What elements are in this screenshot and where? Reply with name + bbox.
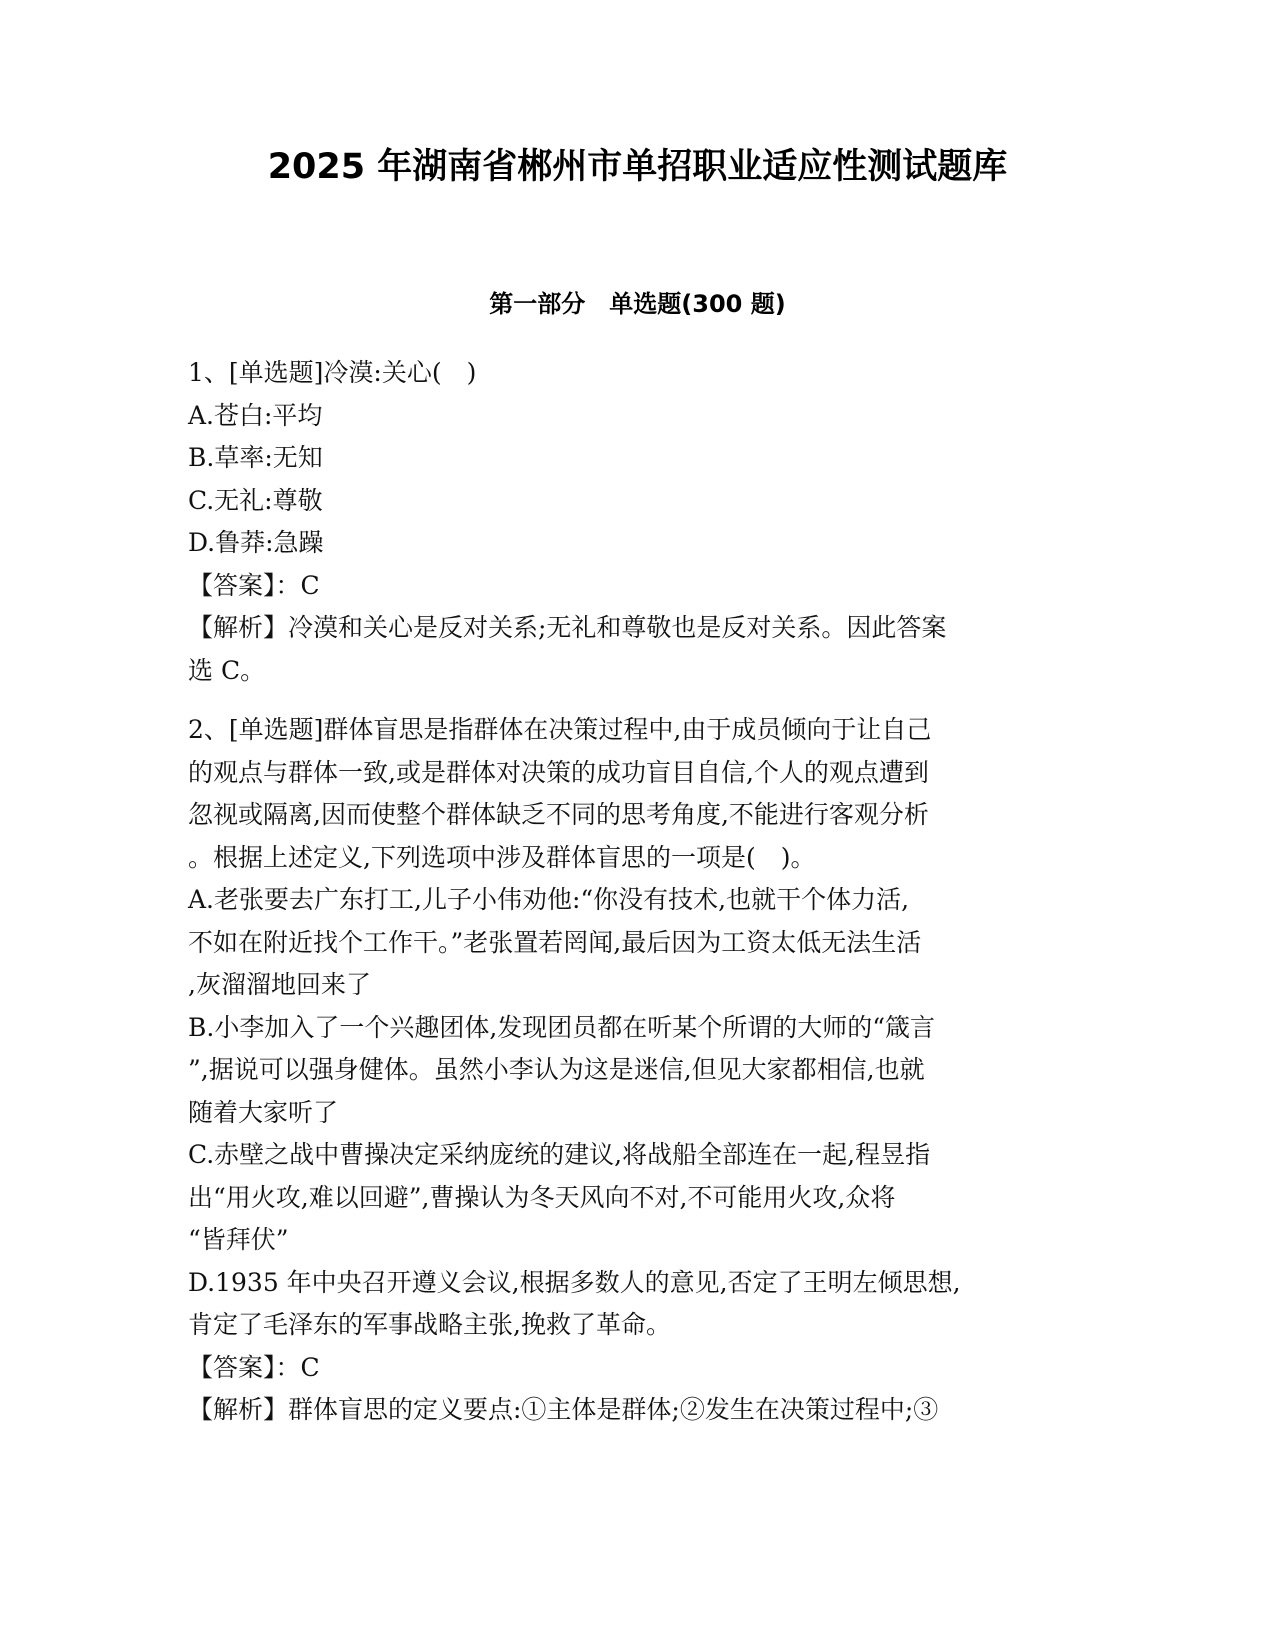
answer: 【答案】：C <box>188 1352 320 1382</box>
analysis-line: 选 C。 <box>188 655 266 685</box>
option-c: C.无礼:尊敬 <box>188 485 323 515</box>
analysis-line: 【解析】冷漠和关心是反对关系;无礼和尊敬也是反对关系。因此答案 <box>188 613 947 642</box>
option-c-line: C.赤壁之战中曹操决定采纳庞统的建议,将战船全部连在一起,程昱指 <box>188 1140 931 1169</box>
option-a-line: 不如在附近找个工作干。”老张置若罔闻,最后因为工资太低无法生活 <box>188 927 922 957</box>
option-d-line: D.1935 年中央召开遵义会议,根据多数人的意见,否定了王明左倾思想, <box>188 1267 961 1297</box>
question-stem-line: 2、[单选题]群体盲思是指群体在决策过程中,由于成员倾向于让自己 <box>188 715 932 744</box>
option-d-line: 肯定了毛泽东的军事战略主张,挽救了革命。 <box>188 1310 671 1339</box>
question-stem-line: 忽视或隔离,因而使整个群体缺乏不同的思考角度,不能进行客观分析 <box>188 800 929 829</box>
question-stem: 1、[单选题]冷漠:关心( ) <box>188 358 477 387</box>
option-b-line: B.小李加入了一个兴趣团体,发现团员都在听某个所谓的大师的“箴言 <box>188 1012 936 1042</box>
option-b-line: ”,据说可以强身健体。虽然小李认为这是迷信,但见大家都相信,也就 <box>188 1055 925 1084</box>
option-b: B.草率:无知 <box>188 443 323 472</box>
option-a-line: A.老张要去广东打工,儿子小伟劝他:“你没有技术,也就干个体力活, <box>188 885 910 914</box>
option-c-line: 出“用火攻,难以回避”,曹操认为冬天风向不对,不可能用火攻,众将 <box>188 1182 896 1212</box>
section-heading: 第一部分 单选题(300 题) <box>489 290 786 318</box>
option-d: D.鲁莽:急躁 <box>188 528 324 557</box>
document-title: 2025 年湖南省郴州市单招职业适应性测试题库 <box>267 147 1008 187</box>
question-stem-line: 的观点与群体一致,或是群体对决策的成功盲目自信,个人的观点遭到 <box>188 757 929 787</box>
question-list <box>188 352 1078 1432</box>
question-1 <box>188 352 1078 692</box>
option-a-line: ,灰溜溜地回来了 <box>188 970 371 999</box>
question-2 <box>188 709 1078 1432</box>
analysis-line: 【解析】群体盲思的定义要点:①主体是群体;②发生在决策过程中;③ <box>188 1395 939 1424</box>
answer: 【答案】：C <box>188 570 320 600</box>
option-b-line: 随着大家听了 <box>188 1097 339 1127</box>
option-a: A.苍白:平均 <box>188 400 323 430</box>
question-stem-line: 。根据上述定义,下列选项中涉及群体盲思的一项是( )。 <box>188 842 816 872</box>
option-c-line: “皆拜伏” <box>188 1225 289 1254</box>
